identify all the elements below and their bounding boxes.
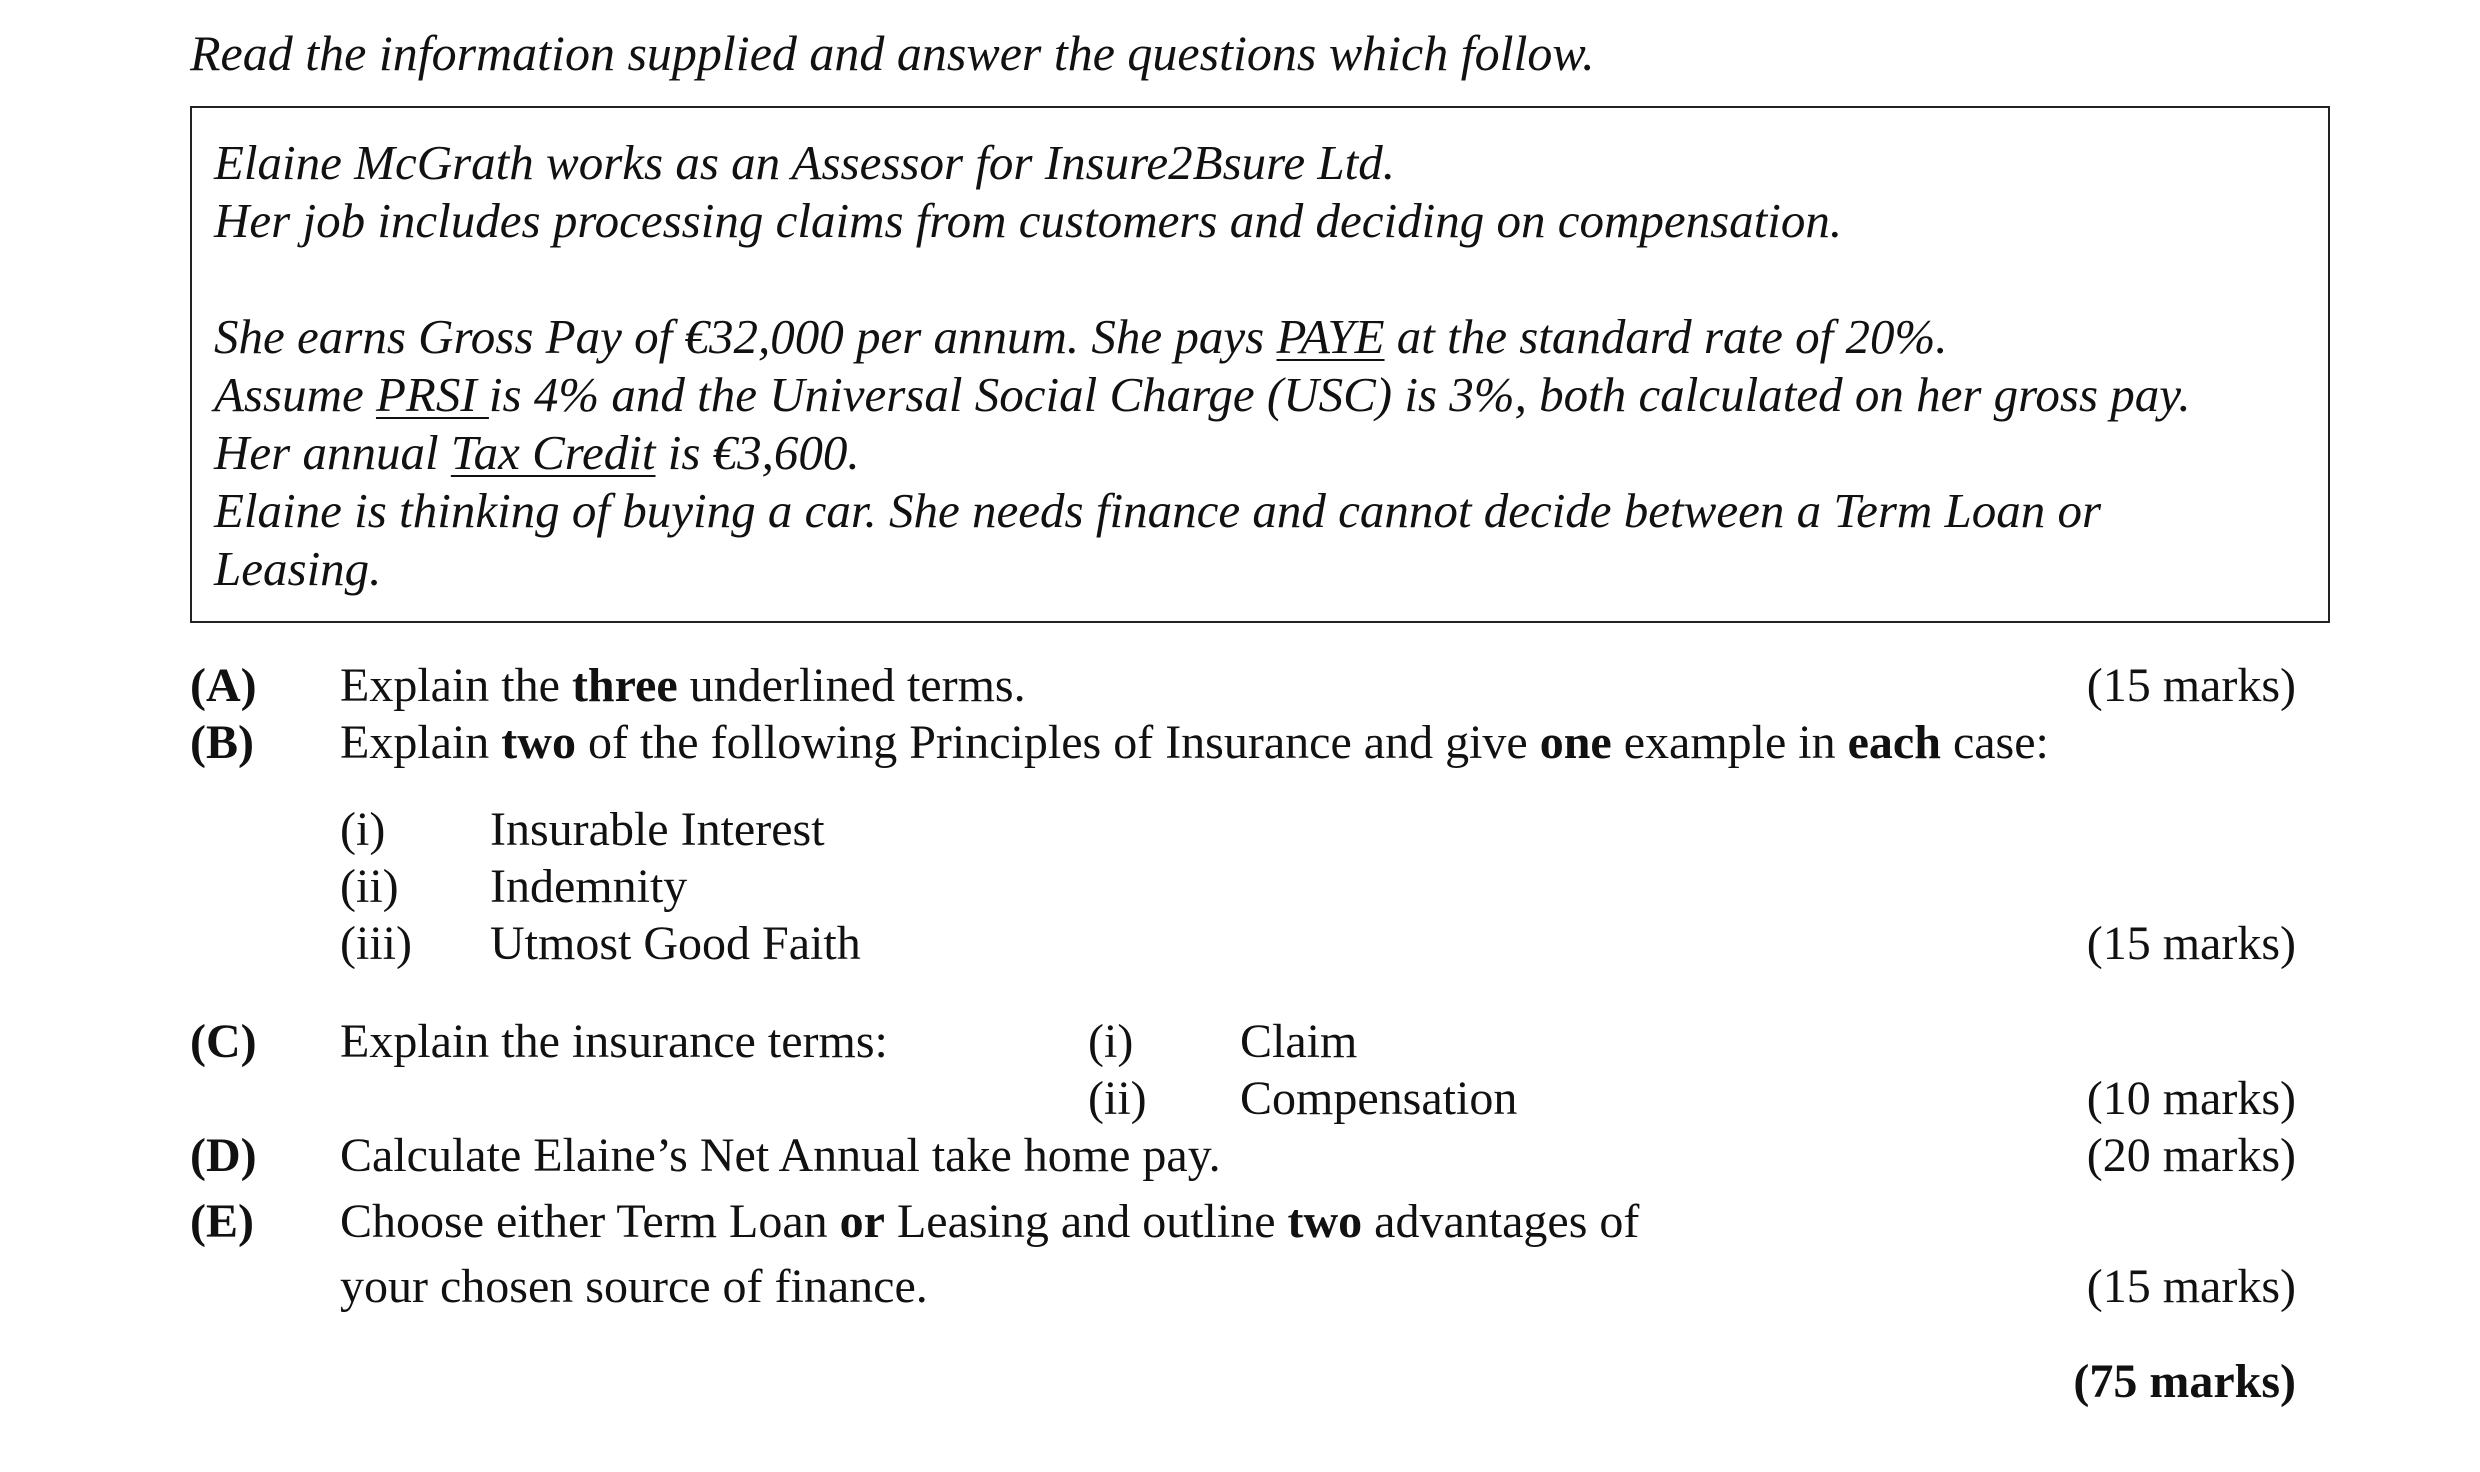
question-marks: (10 marks): [2086, 1072, 2296, 1125]
list-item-number: (i): [1088, 1015, 1134, 1068]
list-item-text: Utmost Good Faith: [490, 917, 861, 970]
scenario-line: [214, 308, 2328, 366]
scenario-text: Her annual: [214, 425, 451, 480]
scenario-text: at the standard rate of 20%.: [1384, 309, 1948, 364]
scenario-line: [214, 424, 2328, 482]
scenario-line: [214, 366, 2328, 424]
underlined-term-prsi: PRSI: [375, 367, 489, 422]
list-item-number: (i): [340, 803, 386, 856]
question-marks: (15 marks): [2086, 917, 2296, 970]
question-marks: (15 marks): [2086, 1260, 2296, 1313]
list-item-text: Indemnity: [490, 860, 688, 913]
instructions: Read the information supplied and answer the questions which follow.: [190, 25, 1595, 81]
question-text: Explain the three underlined terms.: [340, 659, 1026, 712]
scenario-line: Her job includes processing claims from customers and deciding on compensation.: [214, 193, 1843, 248]
total-marks: (75 marks): [2073, 1355, 2296, 1408]
list-item-text: Claim: [1240, 1015, 1358, 1068]
question-letter: (B): [190, 716, 254, 769]
underlined-term-tax-credit: Tax Credit: [450, 425, 656, 480]
underlined-term-paye: PAYE: [1276, 309, 1385, 364]
question-text: your chosen source of finance.: [340, 1260, 928, 1313]
list-item-number: (iii): [340, 917, 412, 970]
question-marks: (20 marks): [2086, 1129, 2296, 1182]
scenario-box: [190, 106, 2330, 623]
list-item-number: (ii): [1088, 1072, 1147, 1125]
list-item-number: (ii): [340, 860, 399, 913]
question-text: Choose either Term Loan or Leasing and outline two advantages of: [340, 1195, 1640, 1248]
question-letter: (A): [190, 659, 257, 712]
question-letter: (C): [190, 1015, 257, 1068]
scenario-line: Leasing.: [214, 541, 382, 596]
question-text: Explain two of the following Principles of Insurance and give one example in each case:: [340, 716, 2049, 769]
question-letter: (D): [190, 1129, 257, 1182]
scenario-text: is 4% and the Universal Social Charge (USC) is 3%, both calculated on her gross pay.: [488, 367, 2191, 422]
list-item-text: Insurable Interest: [490, 803, 825, 856]
scenario-line: Elaine is thinking of buying a car. She needs finance and cannot decide between a Term Loan or: [214, 483, 2102, 538]
question-marks: (15 marks): [2086, 659, 2296, 712]
scenario-text: Assume: [214, 367, 376, 422]
question-text: Calculate Elaine’s Net Annual take home pay.: [340, 1129, 1221, 1182]
question-letter: (E): [190, 1195, 254, 1248]
scenario-text: She earns Gross Pay of €32,000 per annum. She pays: [214, 309, 1277, 364]
question-text: Explain the insurance terms:: [340, 1015, 888, 1068]
scenario-gap: [214, 250, 2328, 308]
scenario-text: is €3,600.: [655, 425, 860, 480]
scenario-line: Elaine McGrath works as an Assessor for Insure2Bsure Ltd.: [214, 135, 1396, 190]
list-item-text: Compensation: [1240, 1072, 1518, 1125]
